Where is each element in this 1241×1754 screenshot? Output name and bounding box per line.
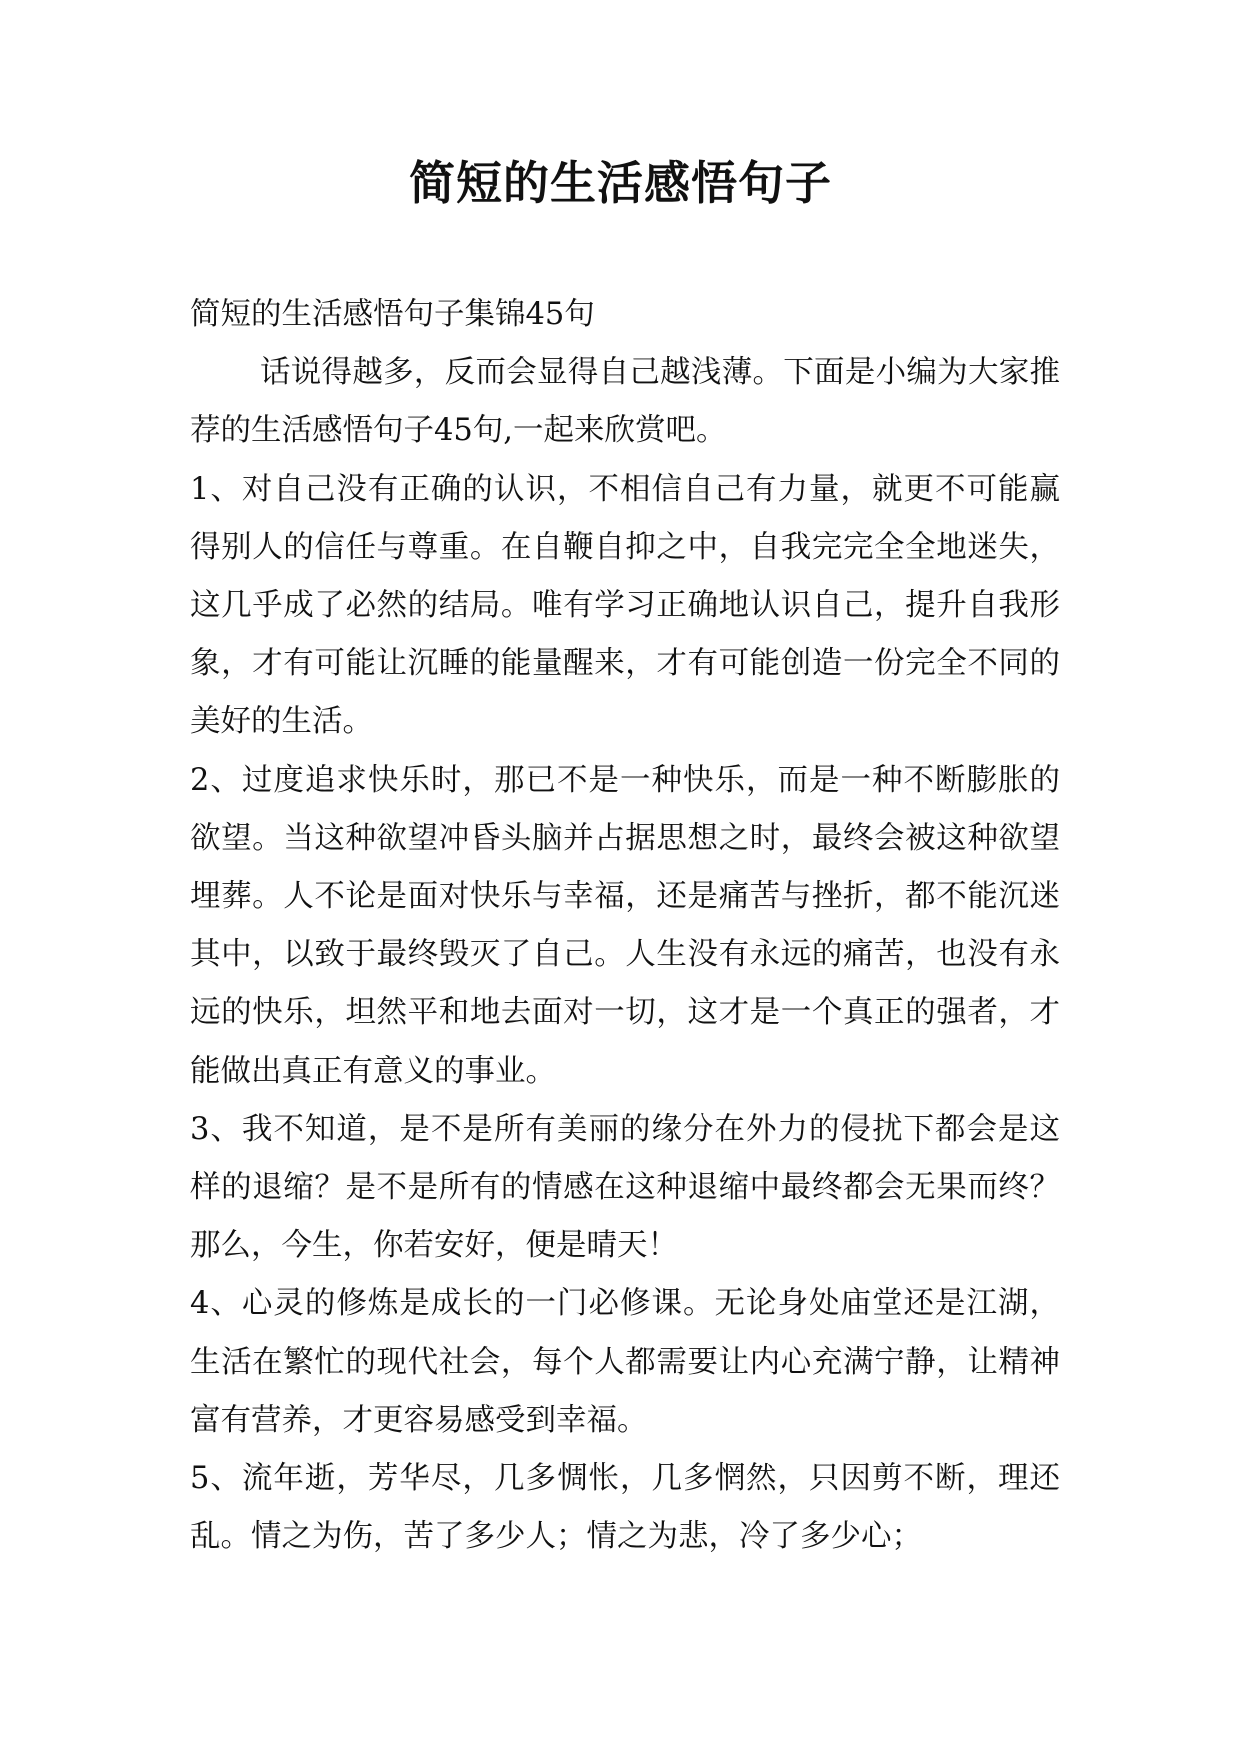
quote-item-5: 5、流年逝，芳华尽，几多惆怅，几多惘然，只因剪不断，理还乱。情之为伤，苦了多少人；情之为悲，冷了多少心； bbox=[190, 1461, 1060, 1555]
quote-item-1: 1、对自己没有正确的认识，不相信自己有力量，就更不可能赢得别人的信任与尊重。在自鞭自抑之中，自我完完全全地迷失，这几乎成了必然的结局。唯有学习正确地认识自己，提升自我形象，才有可能让沉睡的能量醒来，才有可能创造一份完全不同的美好的生活。 bbox=[190, 471, 1060, 740]
document-body bbox=[190, 286, 1060, 1566]
quote-item-4: 4、心灵的修炼是成长的一门必修课。无论身处庙堂还是江湖，生活在繁忙的现代社会，每个人都需要让内心充满宁静，让精神富有营养，才更容易感受到幸福。 bbox=[190, 1286, 1060, 1438]
document-subtitle: 简短的生活感悟句子集锦45句 bbox=[190, 297, 595, 332]
document-title: 简短的生活感悟句子 bbox=[409, 156, 832, 210]
quote-item-2: 2、过度追求快乐时，那已不是一种快乐，而是一种不断膨胀的欲望。当这种欲望冲昏头脑并占据思想之时，最终会被这种欲望埋葬。人不论是面对快乐与幸福，还是痛苦与挫折，都不能沉迷其中，以致于最终毁灭了自己。人生没有永远的痛苦，也没有永远的快乐，坦然平和地去面对一切，这才是一个真正的强者，才能做出真正有意义的事业。 bbox=[190, 762, 1060, 1089]
intro-paragraph: 话说得越多，反而会显得自己越浅薄。下面是小编为大家推荐的生活感悟句子45句,一起来欣赏吧。 bbox=[190, 355, 1060, 449]
quote-item-3: 3、我不知道，是不是所有美丽的缘分在外力的侵扰下都会是这样的退缩？是不是所有的情感在这种退缩中最终都会无果而终？那么，今生，你若安好，便是晴天！ bbox=[190, 1111, 1060, 1264]
